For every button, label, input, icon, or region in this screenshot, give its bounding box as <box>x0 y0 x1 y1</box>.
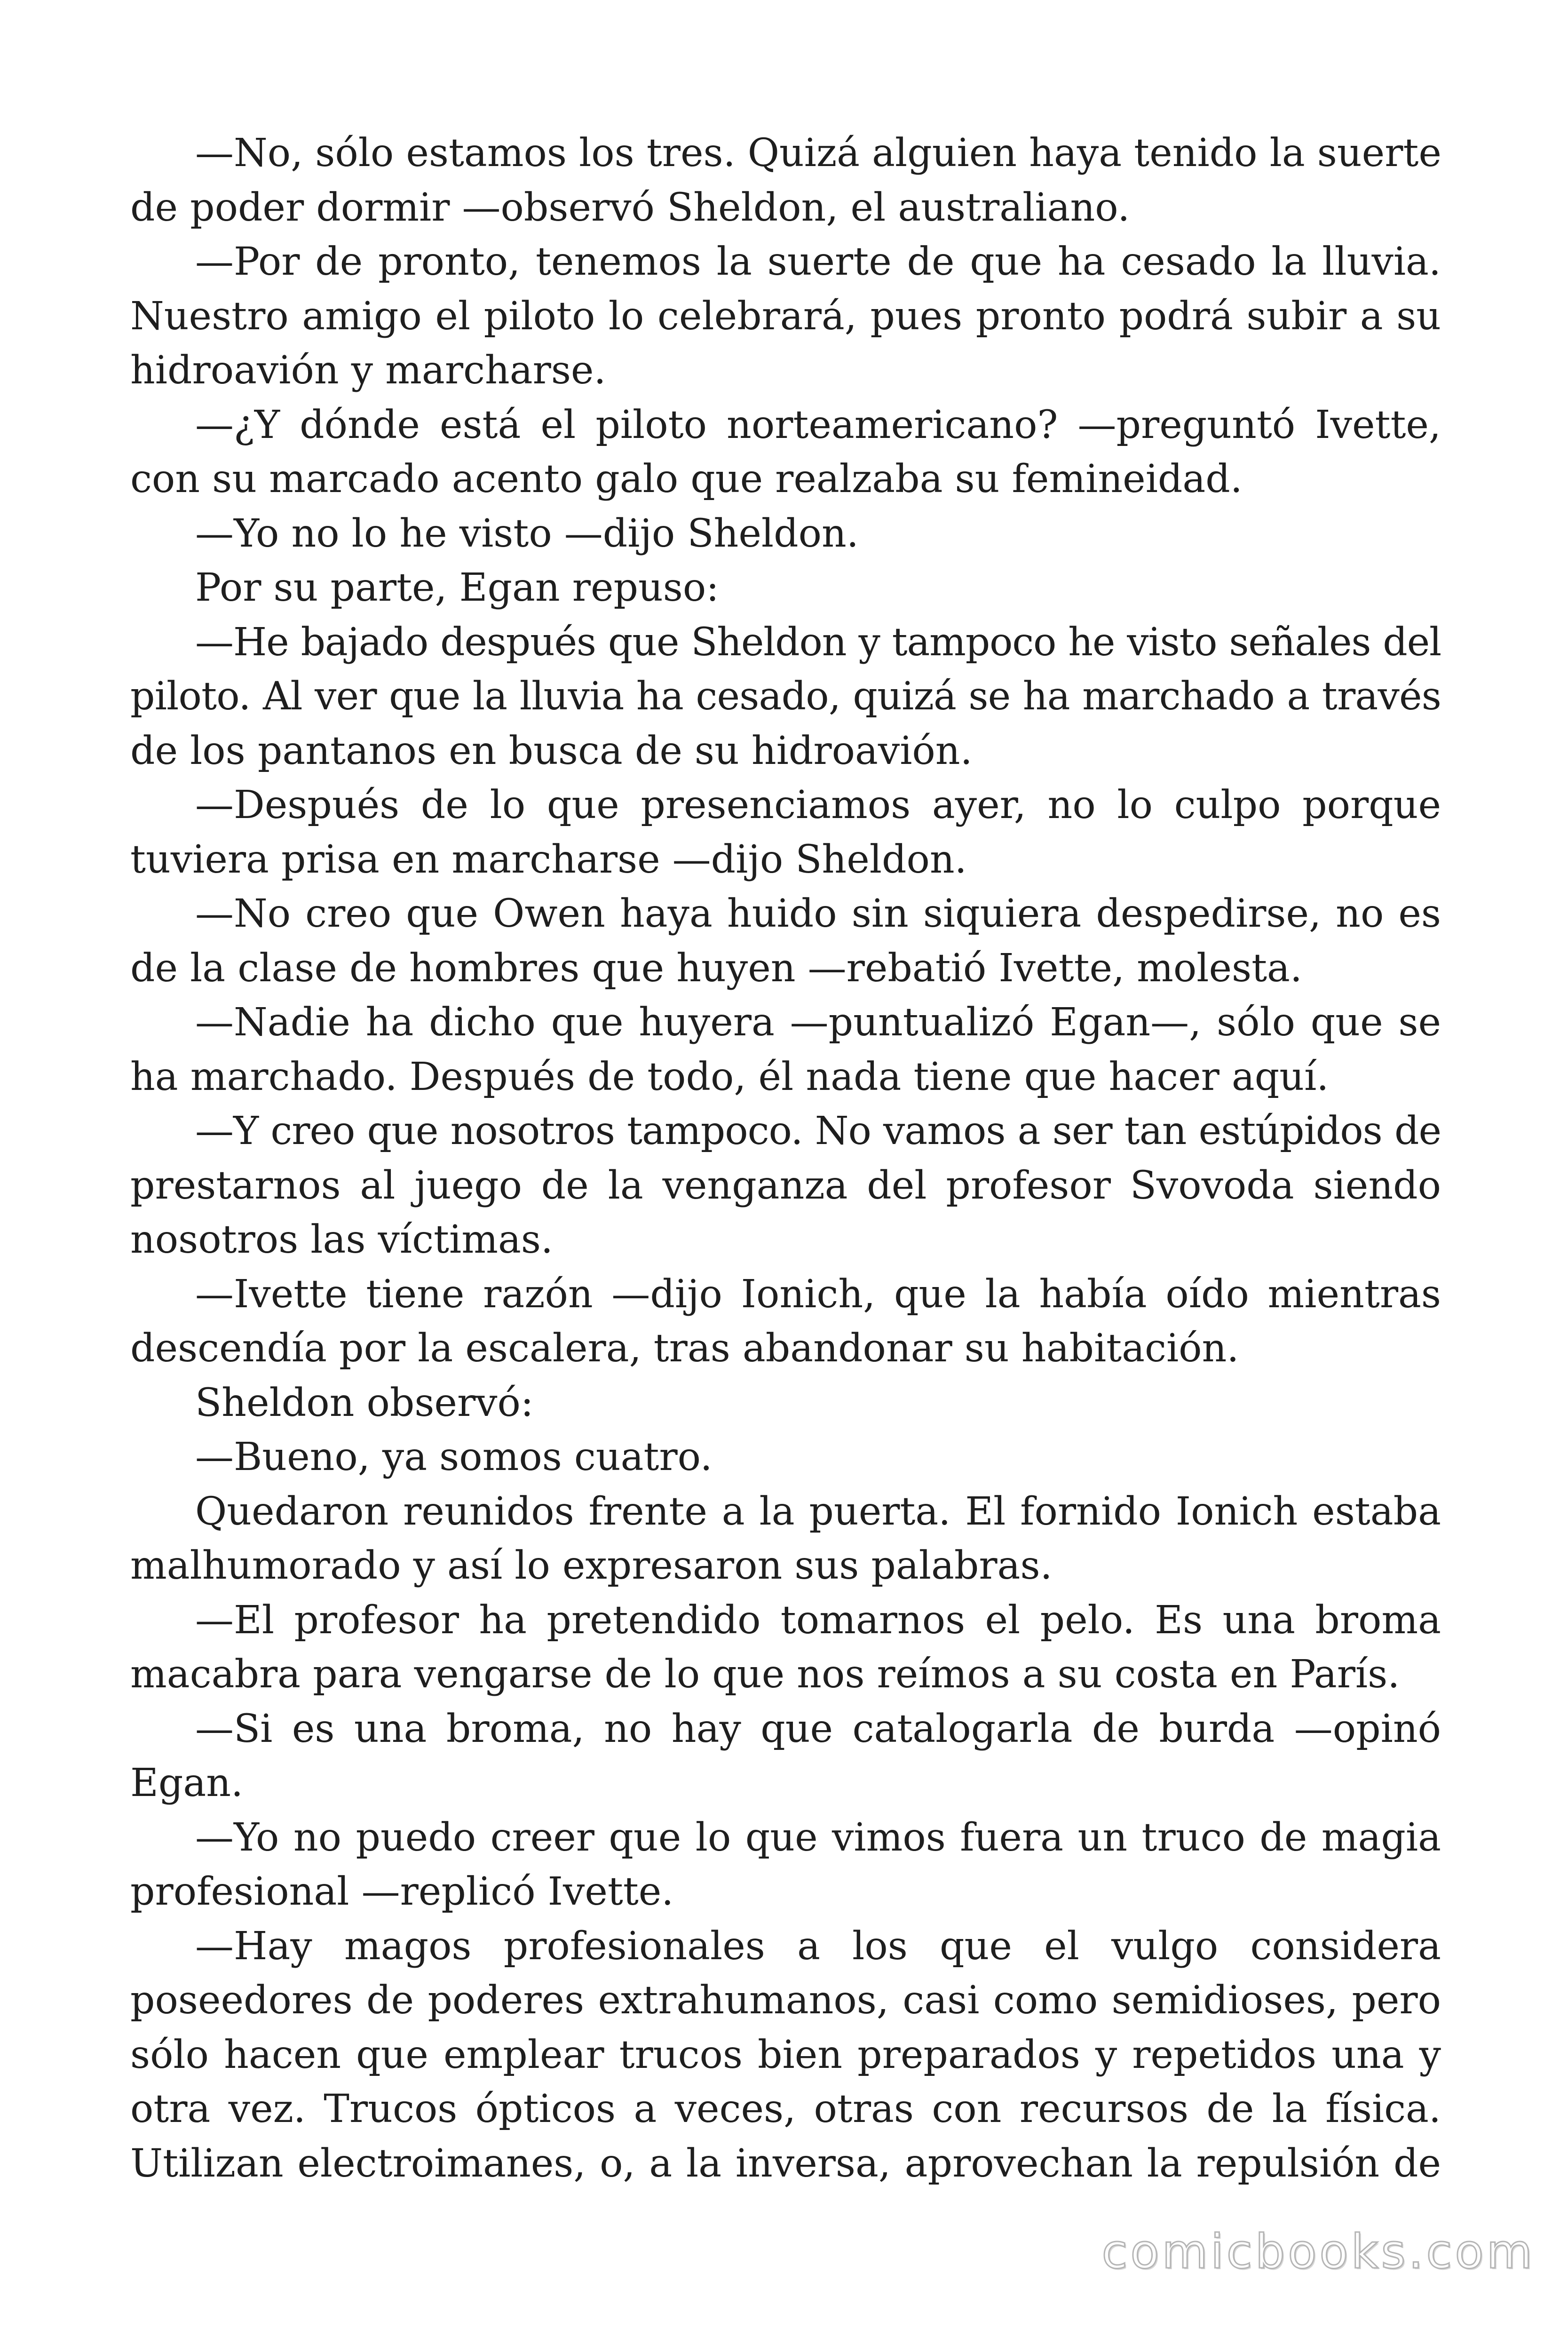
text-line: —Bueno, ya somos cuatro. <box>195 1435 713 1479</box>
text-line: —Hay magos profesionales a los que el vulgo considera <box>195 1923 1441 1969</box>
text-line: —Si es una broma, no hay que catalogarla de burda —opinó <box>195 1706 1441 1751</box>
text-line: tuviera prisa en marcharse —dijo Sheldon. <box>130 837 967 882</box>
text-line: —He bajado después que Sheldon y tampoco he visto señales del <box>195 620 1441 665</box>
text-line: —Después de lo que presenciamos ayer, no lo culpo porque <box>195 783 1441 827</box>
text-line: de los pantanos en busca de su hidroavión. <box>130 728 973 773</box>
text-line: —Yo no puedo creer que lo que vimos fuera un truco de magia <box>195 1815 1441 1860</box>
text-line: —No, sólo estamos los tres. Quizá alguien haya tenido la suerte <box>195 131 1441 175</box>
text-line: de la clase de hombres que huyen —rebatió Ivette, molesta. <box>130 946 1302 991</box>
text-line: —Yo no lo he visto —dijo Sheldon. <box>195 511 859 556</box>
text-line: otra vez. Trucos ópticos a veces, otras con recursos de la física. <box>130 2087 1441 2131</box>
text-line: —Por de pronto, tenemos la suerte de que ha cesado la lluvia. <box>195 239 1441 284</box>
text-line: profesional —replicó Ivette. <box>130 1869 674 1914</box>
text-line: con su marcado acento galo que realzaba su femineidad. <box>130 457 1243 501</box>
text-line: Nuestro amigo el piloto lo celebrará, pues pronto podrá subir a su <box>130 294 1441 339</box>
text-line: ha marchado. Después de todo, él nada tiene que hacer aquí. <box>130 1054 1329 1099</box>
text-line: Por su parte, Egan repuso: <box>195 565 719 610</box>
text-line: malhumorado y así lo expresaron sus palabras. <box>130 1543 1053 1588</box>
text-line: Sheldon observó: <box>195 1380 534 1425</box>
text-line: —¿Y dónde está el piloto norteamericano? —preguntó Ivette, <box>195 402 1441 447</box>
text-line: Quedaron reunidos frente a la puerta. El fornido Ionich estaba <box>195 1489 1441 1534</box>
text-line: de poder dormir —observó Sheldon, el australiano. <box>130 185 1130 230</box>
text-line: descendía por la escalera, tras abandonar su habitación. <box>130 1326 1239 1371</box>
text-line: —No creo que Owen haya huido sin siquiera despedirse, no es <box>195 891 1441 936</box>
text-line: hidroavión y marcharse. <box>130 348 606 393</box>
text-line: macabra para vengarse de lo que nos reímos a su costa en París. <box>130 1652 1400 1697</box>
text-line: nosotros las víctimas. <box>130 1217 553 1262</box>
text-line: —El profesor ha pretendido tomarnos el pelo. Es una broma <box>195 1597 1441 1643</box>
text-line: sólo hacen que emplear trucos bien preparados y repetidos una y <box>130 2032 1441 2077</box>
watermark-logo: comicbooks.com <box>1101 2224 1535 2279</box>
text-line: poseedores de poderes extrahumanos, casi como semidioses, pero <box>130 1978 1441 2023</box>
text-line: prestarnos al juego de la venganza del profesor Svovoda siendo <box>130 1163 1441 1208</box>
text-line: —Y creo que nosotros tampoco. No vamos a ser tan estúpidos de <box>195 1109 1441 1153</box>
text-line: —Ivette tiene razón —dijo Ionich, que la había oído mientras <box>195 1271 1441 1317</box>
text-line: —Nadie ha dicho que huyera —puntualizó Egan—, sólo que se <box>195 1000 1441 1045</box>
body-text <box>130 126 1441 2191</box>
text-line: piloto. Al ver que la lluvia ha cesado, quizá se ha marchado a través <box>130 674 1441 719</box>
text-line: Egan. <box>130 1761 244 1805</box>
text-line: Utilizan electroimanes, o, a la inversa, aprovechan la repulsión de <box>130 2141 1441 2186</box>
